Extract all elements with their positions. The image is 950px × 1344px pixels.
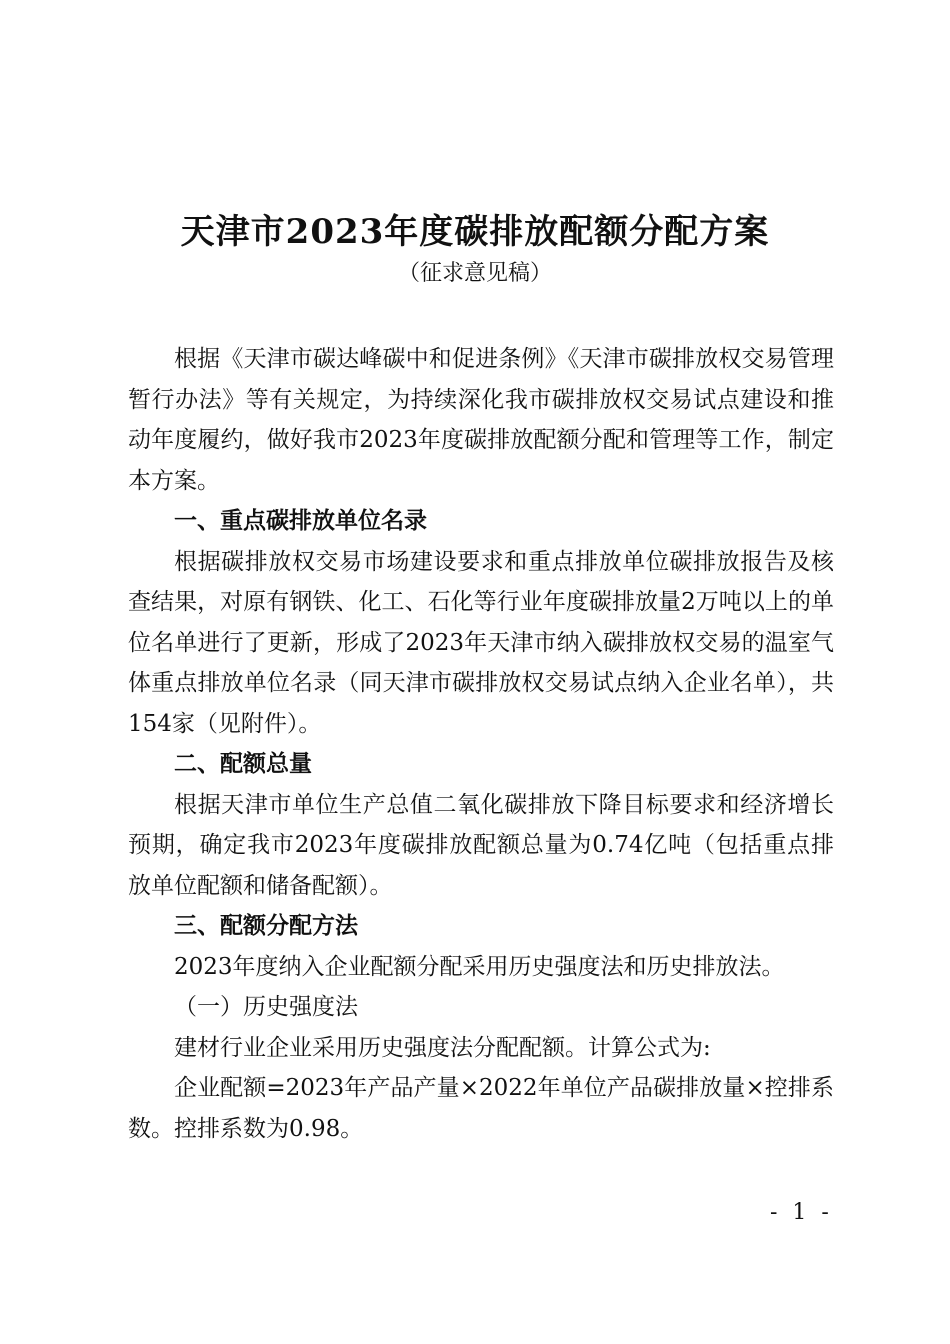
section-2-paragraph: 根据天津市单位生产总值二氧化碳排放下降目标要求和经济增长预期，确定我市2023年度碳排放配额总量为0.74亿吨（包括重点排放单位配额和储备配额）。 [128, 791, 834, 899]
section-3-paragraph: 2023年度纳入企业配额分配采用历史强度法和历史排放法。 [174, 953, 785, 980]
document-title: 天津市2023年度碳排放配额分配方案 [180, 212, 770, 252]
section-1-paragraph: 根据碳排放权交易市场建设要求和重点排放单位碳排放报告及核查结果，对原有钢铁、化工、石化等行业年度碳排放量2万吨以上的单位名单进行了更新，形成了2023年天津市纳入碳排放权交易的温室气体重点排放单位名录（同天津市碳排放权交易试点纳入企业名单），共154家（见附件）。 [128, 548, 834, 737]
page-number: - 1 - [770, 1200, 833, 1225]
section-heading-3: 三、配额分配方法 [174, 913, 358, 939]
formula-paragraph: 企业配额=2023年产品产量×2022年单位产品碳排放量×控排系数。控排系数为0.98。 [128, 1075, 834, 1142]
document-subtitle: （征求意见稿） [397, 261, 552, 286]
subsection-heading-1: （一）历史强度法 [174, 994, 358, 1020]
document-body [128, 339, 834, 1149]
subsection-1-paragraph: 建材行业企业采用历史强度法分配配额。计算公式为: [174, 1034, 711, 1061]
section-heading-1: 一、重点碳排放单位名录 [174, 508, 427, 534]
section-heading-2: 二、配额总量 [174, 751, 312, 777]
intro-paragraph: 根据《天津市碳达峰碳中和促进条例》《天津市碳排放权交易管理暂行办法》等有关规定，为持续深化我市碳排放权交易试点建设和推动年度履约，做好我市2023年度碳排放配额分配和管理等工作，制定本方案。 [128, 346, 834, 494]
